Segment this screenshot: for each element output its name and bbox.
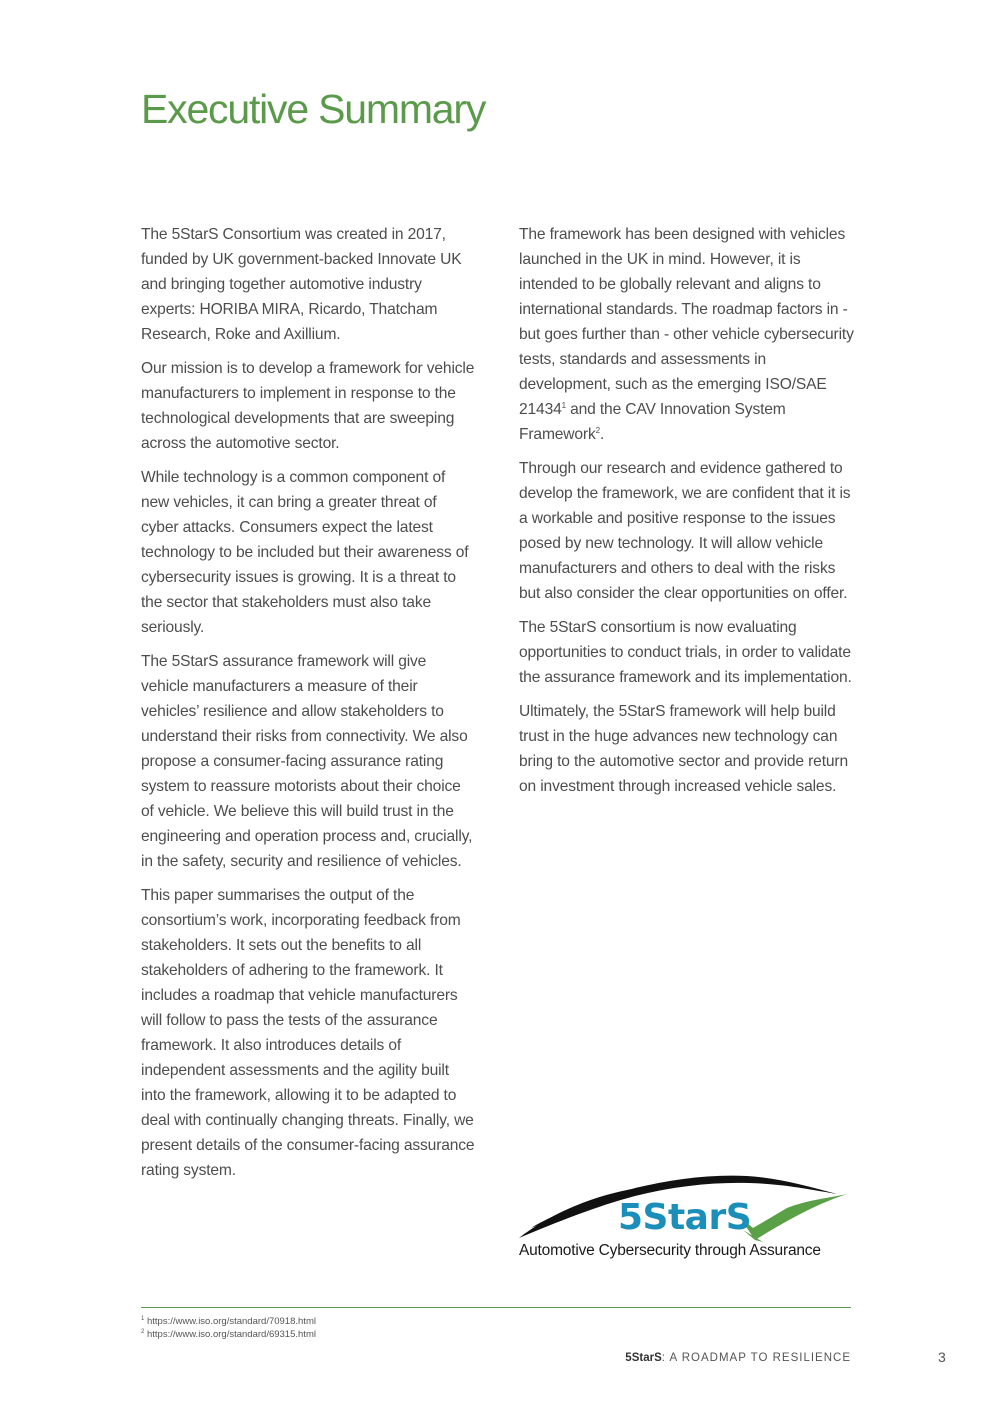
paragraph (519, 222, 854, 447)
footnote-ref: 1 (561, 400, 566, 410)
paragraph: While technology is a common component of new vehicles, it can bring a greater threat of cyber attacks. Consumers expect the latest technology to be included but their awareness of cybersecurity issues is growing. It is a threat to the sector that stakeholders must also take seriously. (141, 469, 469, 636)
page-number: 3 (938, 1349, 946, 1365)
paragraph: Ultimately, the 5StarS framework will help build trust in the huge advances new technology can bring to the automotive sector and provide return on investment through increased vehicle sales. (519, 703, 848, 795)
paragraph: This paper summarises the output of the consortium’s work, incorporating feedback from stakeholders. It sets out the benefits to all stakeholders of adhering to the framework. It includes a roadmap that vehicle manufacturers will follow to pass the tests of the assurance framework. It also introduces details of independent assessments and the agility built into the framework, allowing it to be adapted to deal with continually changing threats. Finally, we present details of the consumer-facing assurance rating system. (141, 887, 475, 1179)
footnote-divider (141, 1307, 851, 1308)
footnote-item (141, 1328, 316, 1341)
paragraph: The 5StarS consortium is now evaluating opportunities to conduct trials, in order to validate the assurance framework and its implementation. (519, 619, 852, 686)
footer-brand: 5StarS (625, 1352, 662, 1364)
logo-tagline: Automotive Cybersecurity through Assurance (519, 1242, 821, 1259)
running-footer (560, 1352, 851, 1364)
right-column (519, 222, 854, 808)
footnote-number: 1 (141, 1315, 145, 1322)
footnote-link[interactable]: https://www.iso.org/standard/69315.html (146, 1329, 316, 1340)
paragraph: Through our research and evidence gathered to develop the framework, we are confident that it is a workable and positive response to the issues posed by new technology. It will allow vehicle manufacturers and others to deal with the risks but also consider the clear opportunities on offer. (519, 460, 851, 602)
footnotes (141, 1315, 316, 1341)
paragraph: The 5StarS assurance framework will give vehicle manufacturers a measure of their vehicles’ resilience and allow stakeholders to understand their risks from connectivity. We also propose a consumer-facing assurance rating system to reassure motorists about their choice of vehicle. We believe this will build trust in the engineering and operation process and, crucially, in the safety, security and resilience of vehicles. (141, 653, 473, 870)
footnote-item (141, 1315, 316, 1328)
page-title: Executive Summary (141, 86, 486, 132)
footnote-ref: 2 (595, 425, 600, 435)
paragraph: Our mission is to develop a framework for vehicle manufacturers to implement in response to the technological developments that are sweeping across the automotive sector. (141, 360, 475, 452)
left-column (141, 222, 476, 1192)
paragraph-text: and the CAV Innovation System Framework (519, 401, 786, 443)
paragraph: The 5StarS Consortium was created in 2017, funded by UK government-backed Innovate UK and bringing together automotive industry experts: HORIBA MIRA, Ricardo, Thatcham Research, Roke and Axillium. (141, 226, 462, 343)
footnote-link[interactable]: https://www.iso.org/standard/70918.html (146, 1316, 316, 1327)
footnote-number: 2 (141, 1328, 145, 1335)
footer-title: : A ROADMAP TO RESILIENCE (661, 1352, 851, 1364)
logo-wordmark: 5StarS (618, 1197, 752, 1238)
paragraph-text: . (599, 426, 605, 443)
5stars-logo (517, 1168, 853, 1266)
paragraph-text: The framework has been designed with vehicles launched in the UK in mind. However, it is intended to be globally relevant and aligns to international standards. The roadmap factors in - but goes further than - other vehicle cybersecurity tests, standards and assessments in development, such as the emerging ISO/SAE 21434 (519, 226, 854, 418)
